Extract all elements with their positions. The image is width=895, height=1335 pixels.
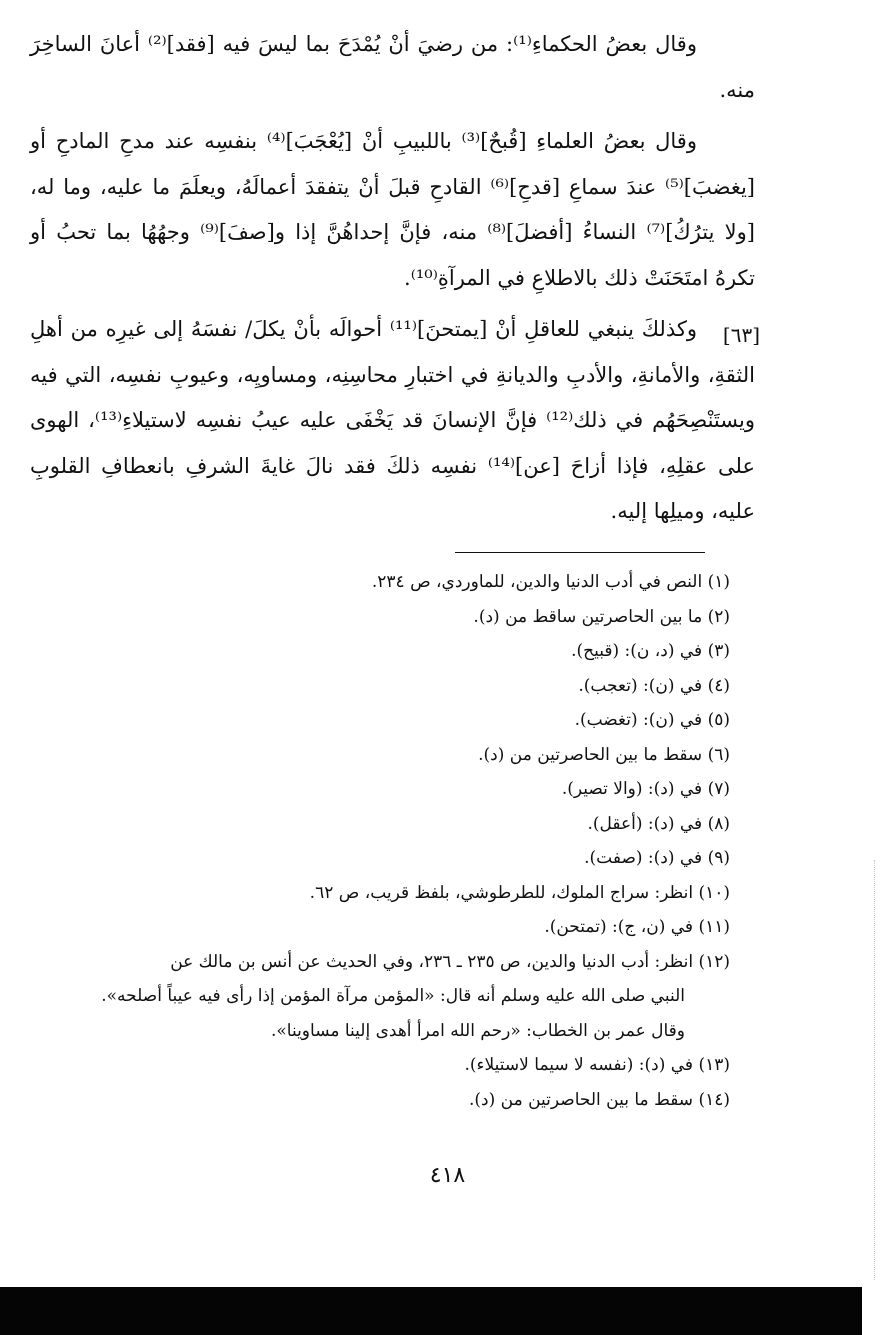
footnote-2: (٢) ما بين الحاصرتين ساقط من (د). [473,606,730,627]
footnote-8: (٨) في (د): (أعقل). [587,813,730,834]
footnote-7: (٧) في (د): (والا تصير). [561,779,730,799]
footnote-9: (٩) في (د): (صفت). [584,848,730,868]
paragraph-2: وقال بعضُ العلماءِ [قُبحٌ]⁽³⁾ باللبيبِ أنْ [يُعْجَبَ]⁽⁴⁾ بنفسِه عند مدحِ المادحِ أو [يغضبَ]⁽⁵⁾ عندَ سماعِ [قدحِ]⁽⁶⁾ القادحِ قبلَ أنْ يتفقدَ أعمالَهُ، ويعلَمَ ما عليه، وما له، [ولا يترُكُ]⁽⁷⁾ النساءُ [أفضلَ]⁽⁸⁾ منه، فإنَّ إحداهُنَّ إذا و[صفَ]⁽⁹⁾ وجهُهُا بما تحبُ أو تكرهُ امتَحَنَتْ ذلك بالاطلاعِ في المرآةِ⁽¹⁰⁾. [30,129,755,290]
footnote-10: (١٠) انظر: سراج الملوك، للطرطوشي، بلفظ قريب، ص ٦٢. [309,882,730,903]
footnote-6: (٦) سقط ما بين الحاصرتين من (د). [478,744,730,765]
footnote-12-continuation: وقال عمر بن الخطاب: «رحم الله امرأ أهدى إلينا مساوينا». [270,1020,685,1041]
footnote-separator [455,552,705,553]
paragraph-number-marker: [٦٣] [722,323,760,347]
scan-edge-artifact [874,860,877,1280]
footnote-5: (٥) في (ن): (تغضب). [574,710,730,730]
footnotes [40,565,730,1117]
page-number: ٤١٨ [429,1163,466,1188]
footnote-12-continuation: النبي صلى الله عليه وسلم أنه قال: «المؤمن مرآة المؤمن إذا رأى فيه عيباً أصلحه». [101,986,685,1006]
footnote-4: (٤) في (ن): (تعجب). [578,675,730,696]
footnote-13: (١٣) في (د): (نفسه لا سيما لاستيلاء). [464,1055,730,1075]
paragraph-1: وقال بعضُ الحكماءِ⁽¹⁾: من رضيَ أنْ يُمْدَحَ بما ليسَ فيه [فقد]⁽²⁾ أعانَ الساخِرَ منه. [30,32,755,102]
footnote-14: (١٤) سقط ما بين الحاصرتين من (د). [469,1089,730,1110]
footnote-11: (١١) في (ن، ج): (تمتحن). [544,917,730,937]
scan-border-band [0,1287,862,1335]
footnote-12: (١٢) انظر: أدب الدنيا والدين، ص ٢٣٥ ـ ٢٣٦، وفي الحديث عن أنس بن مالك عن [170,951,730,972]
footnote-1: (١) النص في أدب الدنيا والدين، للماوردي، ص ٢٣٤. [371,572,730,592]
footnote-3: (٣) في (د، ن): (قبيح). [571,641,730,661]
main-text [30,22,755,535]
paragraph-3: وكذلكَ ينبغي للعاقلِ أنْ [يمتحنَ]⁽¹¹⁾ أحوالَه بأنْ يكلَ/ نفسَهُ إلى غيرِه من أهلِ الثقةِ، والأمانةِ، والأدبِ والديانةِ في اختبارِ محاسِنِه، ومساويِه، وعيوبِ نفسِه، التي فيه ويستَنْصِحَهُم في ذلك⁽¹²⁾ فإنَّ الإنسانَ قد يَخْفَى عليه عيبُ نفسِه لاستيلاءِ⁽¹³⁾، الهوى على عقلِهِ، فإذا أزاحَ [عن]⁽¹⁴⁾ نفسِه ذلكَ فقد نالَ غايةَ الشرفِ بانعطافِ القلوبِ عليه، وميلِها إليه. [30,317,755,523]
